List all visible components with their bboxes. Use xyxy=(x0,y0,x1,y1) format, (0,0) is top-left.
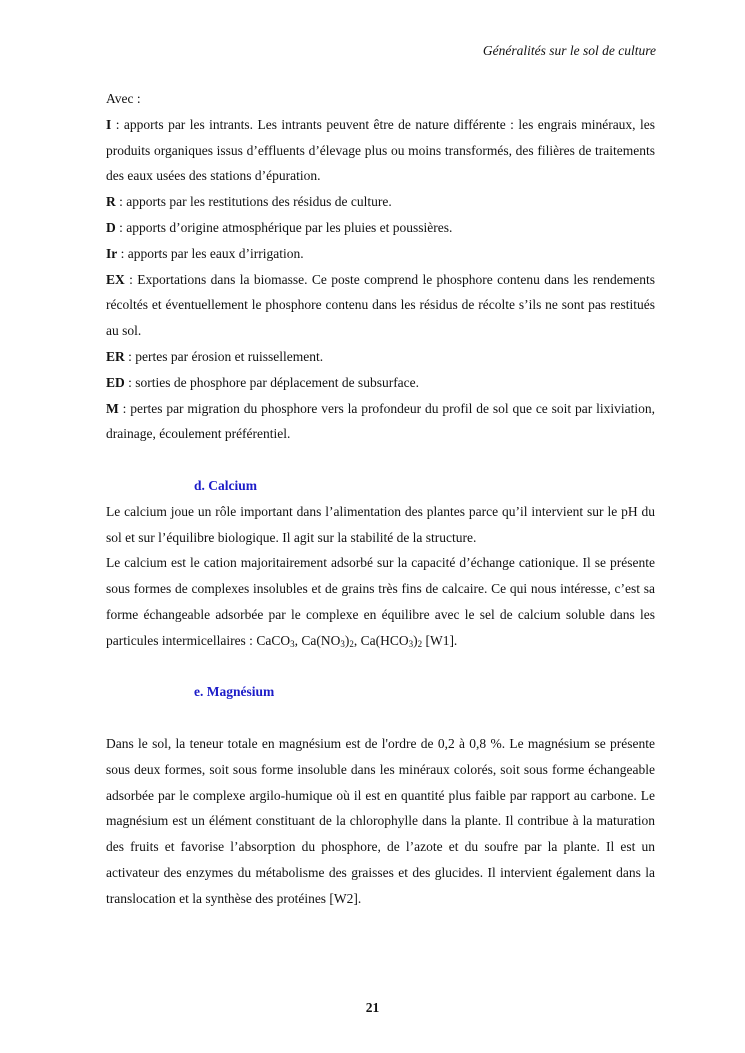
magnesium-paragraph: Dans le sol, la teneur totale en magnésium est de l'ordre de 0,2 à 0,8 %. Le magnésium se présente sous deux formes, soit sous forme insoluble dans les minéraux colorés, soit sous forme échangeable adsorbée par le complexe argilo-humique où il est en quantité plus faible par rapport au carbone. Le magnésium est un élément constituant de la chlorophylle dans la plante. Il contribue à la maturation des fruits et favorise l’absorption du phosphore, de l’azote et du soufre par la plante. Il est un activateur des enzymes du métabolisme des graisses et des glucides. Il intervient également dans la translocation et la synthèse des protéines [W2]. xyxy=(106,735,655,906)
page-number: 21 xyxy=(365,1000,380,1015)
definition-text: : apports d’origine atmosphérique par les pluies et poussières. xyxy=(115,219,453,235)
citation: [W1]. xyxy=(422,632,458,648)
definition-term: EX xyxy=(106,271,125,287)
calcium-text: Le calcium est le cation majoritairement adsorbé sur la capacité d’échange cationique. Il se présente sous formes de complexes insolubles et de grains très fins de calcaire. Ce qui nous intéresse, c’est sa forme échangeable adsorbée par le complexe en équilibre avec le sel de calcium soluble dans les particules intermicellaires : xyxy=(106,555,655,648)
definition-term: Ir xyxy=(106,245,118,261)
calcium-paragraph-1: Le calcium joue un rôle important dans l’alimentation des plantes parce qu’il intervient sur le pH du sol et sur l’équilibre biologique. Il agit sur la stabilité de la structure. xyxy=(106,503,655,545)
definition-term: D xyxy=(106,219,116,235)
definition-text: : apports par les restitutions des résidus de culture. xyxy=(115,194,392,210)
calcium-paragraph-2: Le calcium est le cation majoritairement adsorbé sur la capacité d’échange cationique. Il se présente sous formes de complexes insolubles et de grains très fins de calcaire. Ce qui nous intéresse, c’est sa forme échangeable adsorbée par le complexe en équilibre avec le sel de calcium soluble dans les particules intermicellaires : CaCO$_3$, $Ca(NO_3)_2$, $Ca(HCO_3)_2$ [W1]. xyxy=(106,555,655,649)
definition-text: : sorties de phosphore par déplacement de subsurface. xyxy=(124,374,420,390)
section-title-magnesium: e. Magnésium xyxy=(194,684,275,700)
running-header: Généralités sur le sol de culture xyxy=(482,43,656,58)
definition-m xyxy=(106,396,655,448)
definition-text: : pertes par érosion et ruissellement. xyxy=(124,348,324,364)
definition-ed xyxy=(106,370,655,396)
definition-text: : pertes par migration du phosphore vers la profondeur du profil de sol que ce soit par lixiviation, drainage, écoulement préférentiel. xyxy=(106,400,655,442)
spacer xyxy=(106,654,655,680)
definition-term: ER xyxy=(106,348,125,364)
formula-ca-no3-2: $Ca(NO_3)_2$ xyxy=(301,632,354,649)
definition-ex xyxy=(106,267,655,344)
definition-term: M xyxy=(106,400,119,416)
spacer xyxy=(106,705,655,731)
formula-ca-hco3-2: $Ca(HCO_3)_2$ xyxy=(360,632,423,649)
definition-text: : Exportations dans la biomasse. Ce poste comprend le phosphore contenu dans les rendements récoltés et éventuellement le phosphore contenu dans les résidus de récolte s’ils ne sont pas restitués au sol. xyxy=(106,271,655,339)
formula-caco3: CaCO$_3$ xyxy=(256,632,295,649)
definition-i xyxy=(106,112,655,189)
section-title-calcium: d. Calcium xyxy=(194,477,258,493)
definition-r xyxy=(106,189,655,215)
definition-text: : apports par les intrants. Les intrants peuvent être de nature différente : les engrais minéraux, les produits organiques issus d’effluents d’élevage plus ou moins transformés, des filières de traitements des eaux usées des stations d’épuration. xyxy=(106,116,655,184)
definition-d xyxy=(106,215,655,241)
definition-text: : apports par les eaux d’irrigation. xyxy=(117,245,304,261)
definition-term: I xyxy=(106,116,112,132)
definition-ir xyxy=(106,241,655,267)
definition-er xyxy=(106,344,655,370)
intro-text: Avec : xyxy=(106,91,141,106)
page-body xyxy=(106,86,655,912)
definition-term: R xyxy=(106,194,116,210)
definition-term: ED xyxy=(106,374,125,390)
spacer xyxy=(106,447,655,473)
